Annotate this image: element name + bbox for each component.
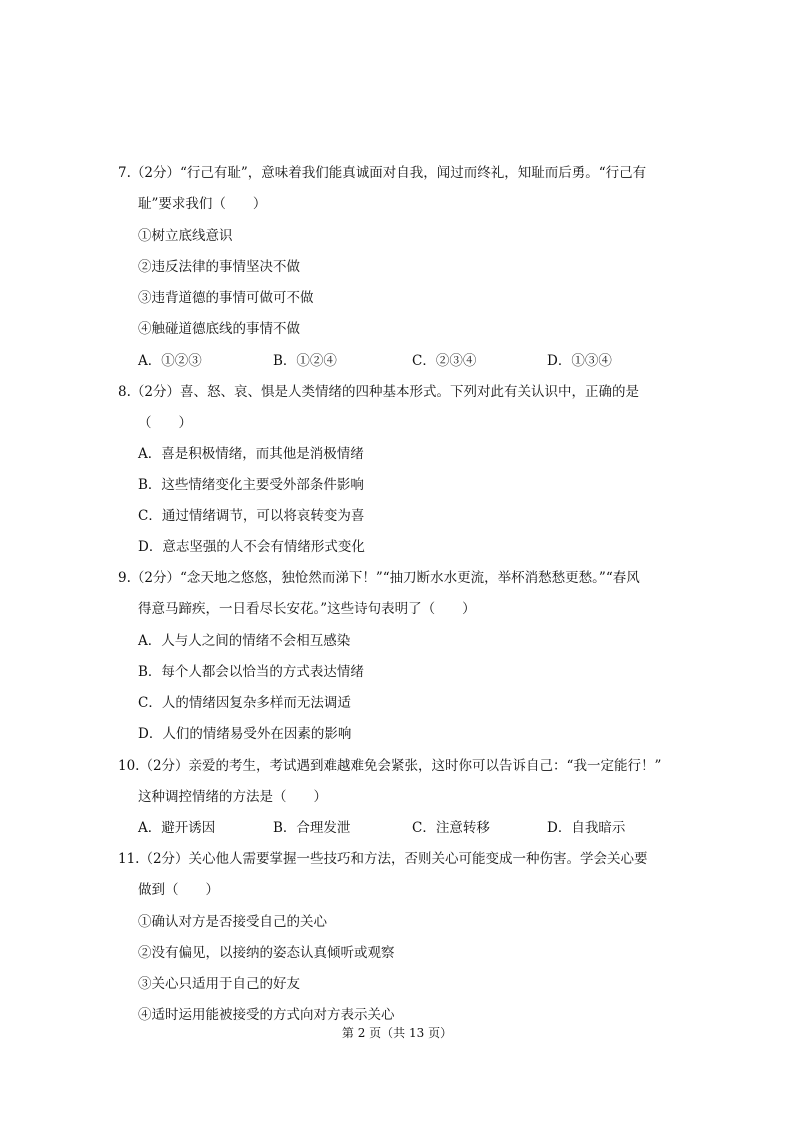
question-text-line: 8.（2分）喜、怒、哀、惧是人类情绪的四种基本形式。下列对此有关认识中，正确的是 bbox=[118, 384, 639, 400]
question-text-line: （ ） bbox=[138, 415, 192, 431]
answer-option-b: B．合理发泄 bbox=[273, 820, 351, 836]
question-text-line: 7.（2分）“行己有耻”，意味着我们能真诚面对自我，闻过而终礼，知耻而后勇。“行己有 bbox=[118, 165, 647, 181]
question-text-line: 做到（ ） bbox=[138, 882, 219, 898]
question-text-line: 10.（2分）亲爱的考生，考试遇到难越难免会紧张，这时你可以告诉自己：“我一定能行！” bbox=[118, 758, 662, 774]
statement-item: ②没有偏见，以接纳的姿态认真倾听或观察 bbox=[138, 945, 395, 961]
question-text-line: 耻”要求我们（ ） bbox=[138, 196, 267, 212]
statement-item: ④触碰道德底线的事情不做 bbox=[138, 321, 300, 337]
answer-option-d: D．自我暗示 bbox=[547, 820, 626, 836]
answer-option-c: C．注意转移 bbox=[412, 820, 490, 836]
answer-option-a: A．①②③ bbox=[138, 353, 202, 369]
statement-item: ②违反法律的事情坚决不做 bbox=[138, 259, 300, 275]
statement-item: ①确认对方是否接受自己的关心 bbox=[138, 914, 327, 930]
answer-option-d: D．意志坚强的人不会有情绪形式变化 bbox=[138, 539, 365, 555]
answer-option-b: B．这些情绪变化主要受外部条件影响 bbox=[138, 477, 364, 493]
page-footer: 第 2 页（共 13 页） bbox=[341, 1026, 453, 1040]
answer-option-a: A．避开诱因 bbox=[138, 820, 216, 836]
statement-item: ③关心只适用于自己的好友 bbox=[138, 976, 300, 992]
answer-option-d: D．人们的情绪易受外在因素的影响 bbox=[138, 726, 352, 742]
answer-option-a: A．人与人之间的情绪不会相互感染 bbox=[138, 633, 351, 649]
answer-option-b: B．每个人都会以恰当的方式表达情绪 bbox=[138, 664, 364, 680]
question-text-line: 这种调控情绪的方法是（ ） bbox=[138, 789, 327, 805]
question-text-line: 11.（2分）关心他人需要掌握一些技巧和方法，否则关心可能变成一种伤害。学会关心要 bbox=[118, 851, 648, 867]
answer-option-b: B．①②④ bbox=[273, 353, 337, 369]
answer-option-c: C．人的情绪因复杂多样而无法调适 bbox=[138, 695, 351, 711]
statement-item: ①树立底线意识 bbox=[138, 228, 233, 244]
statement-item: ④适时运用能被接受的方式向对方表示关心 bbox=[138, 1007, 395, 1023]
statement-item: ③违背道德的事情可做可不做 bbox=[138, 290, 314, 306]
answer-option-d: D．①③④ bbox=[547, 353, 612, 369]
answer-option-c: C．通过情绪调节，可以将哀转变为喜 bbox=[138, 508, 365, 524]
answer-option-c: C．②③④ bbox=[412, 353, 477, 369]
answer-option-a: A．喜是积极情绪，而其他是消极情绪 bbox=[138, 446, 364, 462]
question-text-line: 9.（2分）“念天地之悠悠，独怆然而涕下！”“抽刀断水水更流，举杯消愁愁更愁。”“春风 bbox=[118, 570, 640, 586]
question-text-line: 得意马蹄疾，一日看尽长安花。”这些诗句表明了（ ） bbox=[138, 601, 476, 617]
